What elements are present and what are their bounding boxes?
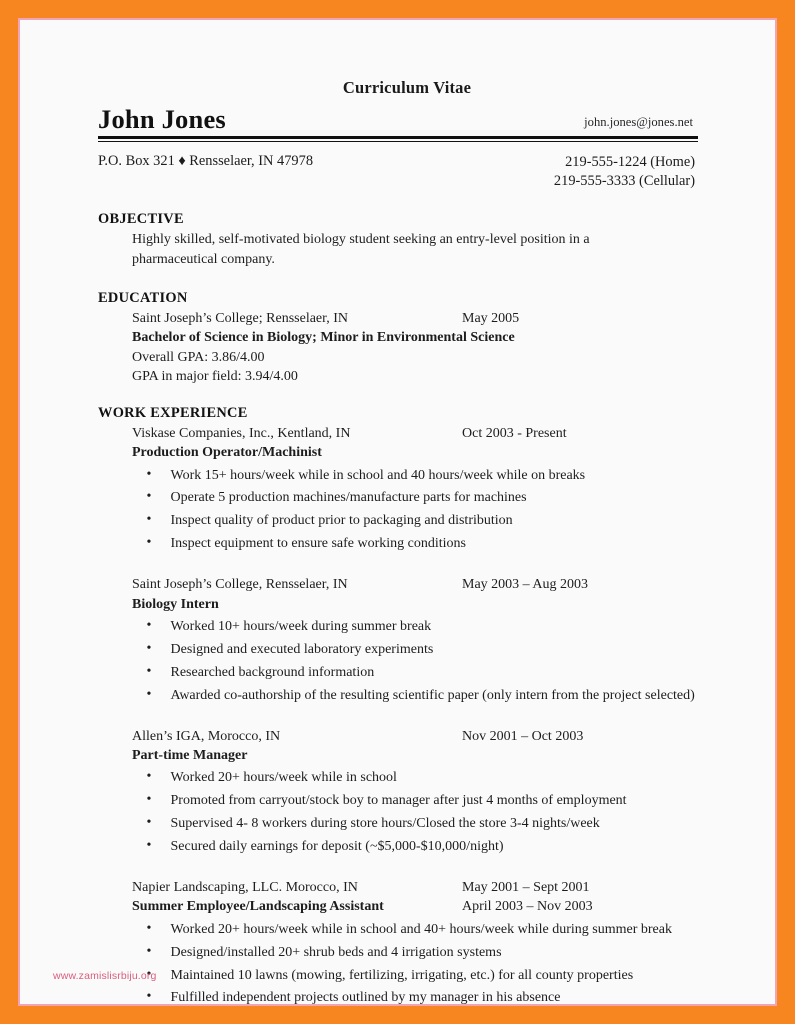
- section-education: [98, 290, 698, 387]
- work-entry-title-row: [132, 595, 698, 614]
- site-watermark: www.zamislisrbiju.org: [53, 970, 157, 982]
- objective-text: Highly skilled, self-motivated biology student seeking an entry-level position in a pharmaceutical company.: [132, 232, 590, 267]
- work-entry-employer-row: [132, 575, 698, 594]
- work-entry-employer: Viskase Companies, Inc., Kentland, IN: [132, 425, 351, 441]
- work-entry-bullet: • Fulfilled independent projects outlined by my manager in his absence: [144, 988, 698, 1004]
- work-entry-bullet: • Promoted from carryout/stock boy to manager after just 4 months of employment: [144, 791, 698, 811]
- page-title: Curriculum Vitae: [342, 78, 472, 97]
- section-work-experience: [98, 405, 698, 1004]
- work-entry-employer-row: [132, 424, 698, 443]
- work-entry-bullet: • Worked 10+ hours/week during summer break: [144, 617, 698, 637]
- work-entry-bullets: [132, 920, 698, 1004]
- work-entry-employer-row: [132, 878, 698, 897]
- work-entry-bullets: [132, 617, 698, 706]
- work-entry-title-row: [132, 746, 698, 765]
- phone-numbers: [554, 153, 698, 191]
- work-entry-date: Oct 2003 - Present: [462, 425, 567, 441]
- work-entry-bullet: • Maintained 10 lawns (mowing, fertilizing, irrigating, etc.) for all county properties: [144, 966, 698, 986]
- work-entry-bullet: • Designed and executed laboratory experiments: [144, 640, 698, 660]
- page-border-frame: [18, 18, 777, 1006]
- email-address: john.jones@jones.net: [584, 114, 693, 129]
- work-entry-title: Production Operator/Machinist: [132, 445, 322, 461]
- work-entry-bullet: • Awarded co-authorship of the resulting scientific paper (only intern from the project selected): [144, 686, 698, 706]
- work-entry-title: Part-time Manager: [132, 747, 248, 763]
- work-entry-date: May 2003 – Aug 2003: [462, 577, 588, 593]
- work-entry: [132, 727, 698, 857]
- work-entry-title-row: [132, 443, 698, 462]
- education-gpa-major: GPA in major field: 3.94/4.00: [132, 369, 298, 385]
- work-entry-bullets: [132, 466, 698, 555]
- work-entry-employer: Napier Landscaping, LLC. Morocco, IN: [132, 879, 358, 895]
- work-entry-bullet: • Inspect quality of product prior to packaging and distribution: [144, 511, 698, 531]
- phone-cellular: 219-555-3333 (Cellular): [553, 172, 695, 189]
- phone-home: 219-555-1224 (Home): [565, 153, 695, 170]
- work-entry-bullet: • Inspect equipment to ensure safe working conditions: [144, 534, 698, 554]
- mailing-address: P.O. Box 321 ♦ Rensselaer, IN 47978: [98, 152, 314, 169]
- work-entry: [132, 878, 698, 1004]
- resume-content: [98, 78, 698, 1004]
- work-experience-heading: WORK EXPERIENCE: [98, 404, 248, 421]
- work-entry-bullet: • Researched background information: [144, 663, 698, 683]
- objective-heading: OBJECTIVE: [98, 211, 184, 228]
- work-entry-title-row: [132, 897, 698, 916]
- education-degree: Bachelor of Science in Biology; Minor in Environmental Science: [132, 330, 515, 346]
- header-divider: [98, 136, 698, 142]
- work-entry-employer: Saint Joseph’s College, Rensselaer, IN: [132, 577, 348, 593]
- education-school: Saint Joseph’s College; Rensselaer, IN: [132, 310, 349, 326]
- work-entry-bullet: • Designed/installed 20+ shrub beds and 4 irrigation systems: [144, 943, 698, 963]
- education-heading: EDUCATION: [98, 289, 188, 306]
- candidate-name: John Jones: [98, 104, 226, 134]
- contact-info-row: [98, 153, 698, 191]
- work-entry-bullet: • Worked 20+ hours/week while in school: [144, 768, 698, 788]
- section-objective: [98, 211, 698, 270]
- work-entry-date-secondary: April 2003 – Nov 2003: [462, 899, 593, 915]
- work-entry-title: Summer Employee/Landscaping Assistant: [132, 899, 384, 915]
- work-entry-bullet: • Work 15+ hours/week while in school and 40 hours/week while on breaks: [144, 466, 698, 486]
- work-entry-bullets: [132, 768, 698, 857]
- work-entry: [132, 575, 698, 705]
- education-date: May 2005: [462, 310, 520, 326]
- work-entry-date: Nov 2001 – Oct 2003: [462, 728, 584, 744]
- work-entry-employer: Allen’s IGA, Morocco, IN: [132, 728, 281, 744]
- name-header-row: [98, 106, 698, 134]
- work-entry-bullet: • Supervised 4- 8 workers during store hours/Closed the store 3-4 nights/week: [144, 814, 698, 834]
- work-entry-bullet: • Operate 5 production machines/manufacture parts for machines: [144, 488, 698, 508]
- work-entry-title: Biology Intern: [132, 596, 219, 612]
- education-school-row: [132, 309, 698, 328]
- work-entry-date: May 2001 – Sept 2001: [462, 879, 590, 895]
- document-page: [20, 20, 775, 1004]
- work-entry-bullet: • Secured daily earnings for deposit (~$5,000-$10,000/night): [144, 837, 698, 857]
- work-entry-bullet: • Worked 20+ hours/week while in school and 40+ hours/week while during summer break: [144, 920, 698, 940]
- work-entry: [132, 424, 698, 554]
- education-gpa-overall: Overall GPA: 3.86/4.00: [132, 349, 265, 365]
- work-entry-list: [98, 424, 698, 1004]
- work-entry-employer-row: [132, 727, 698, 746]
